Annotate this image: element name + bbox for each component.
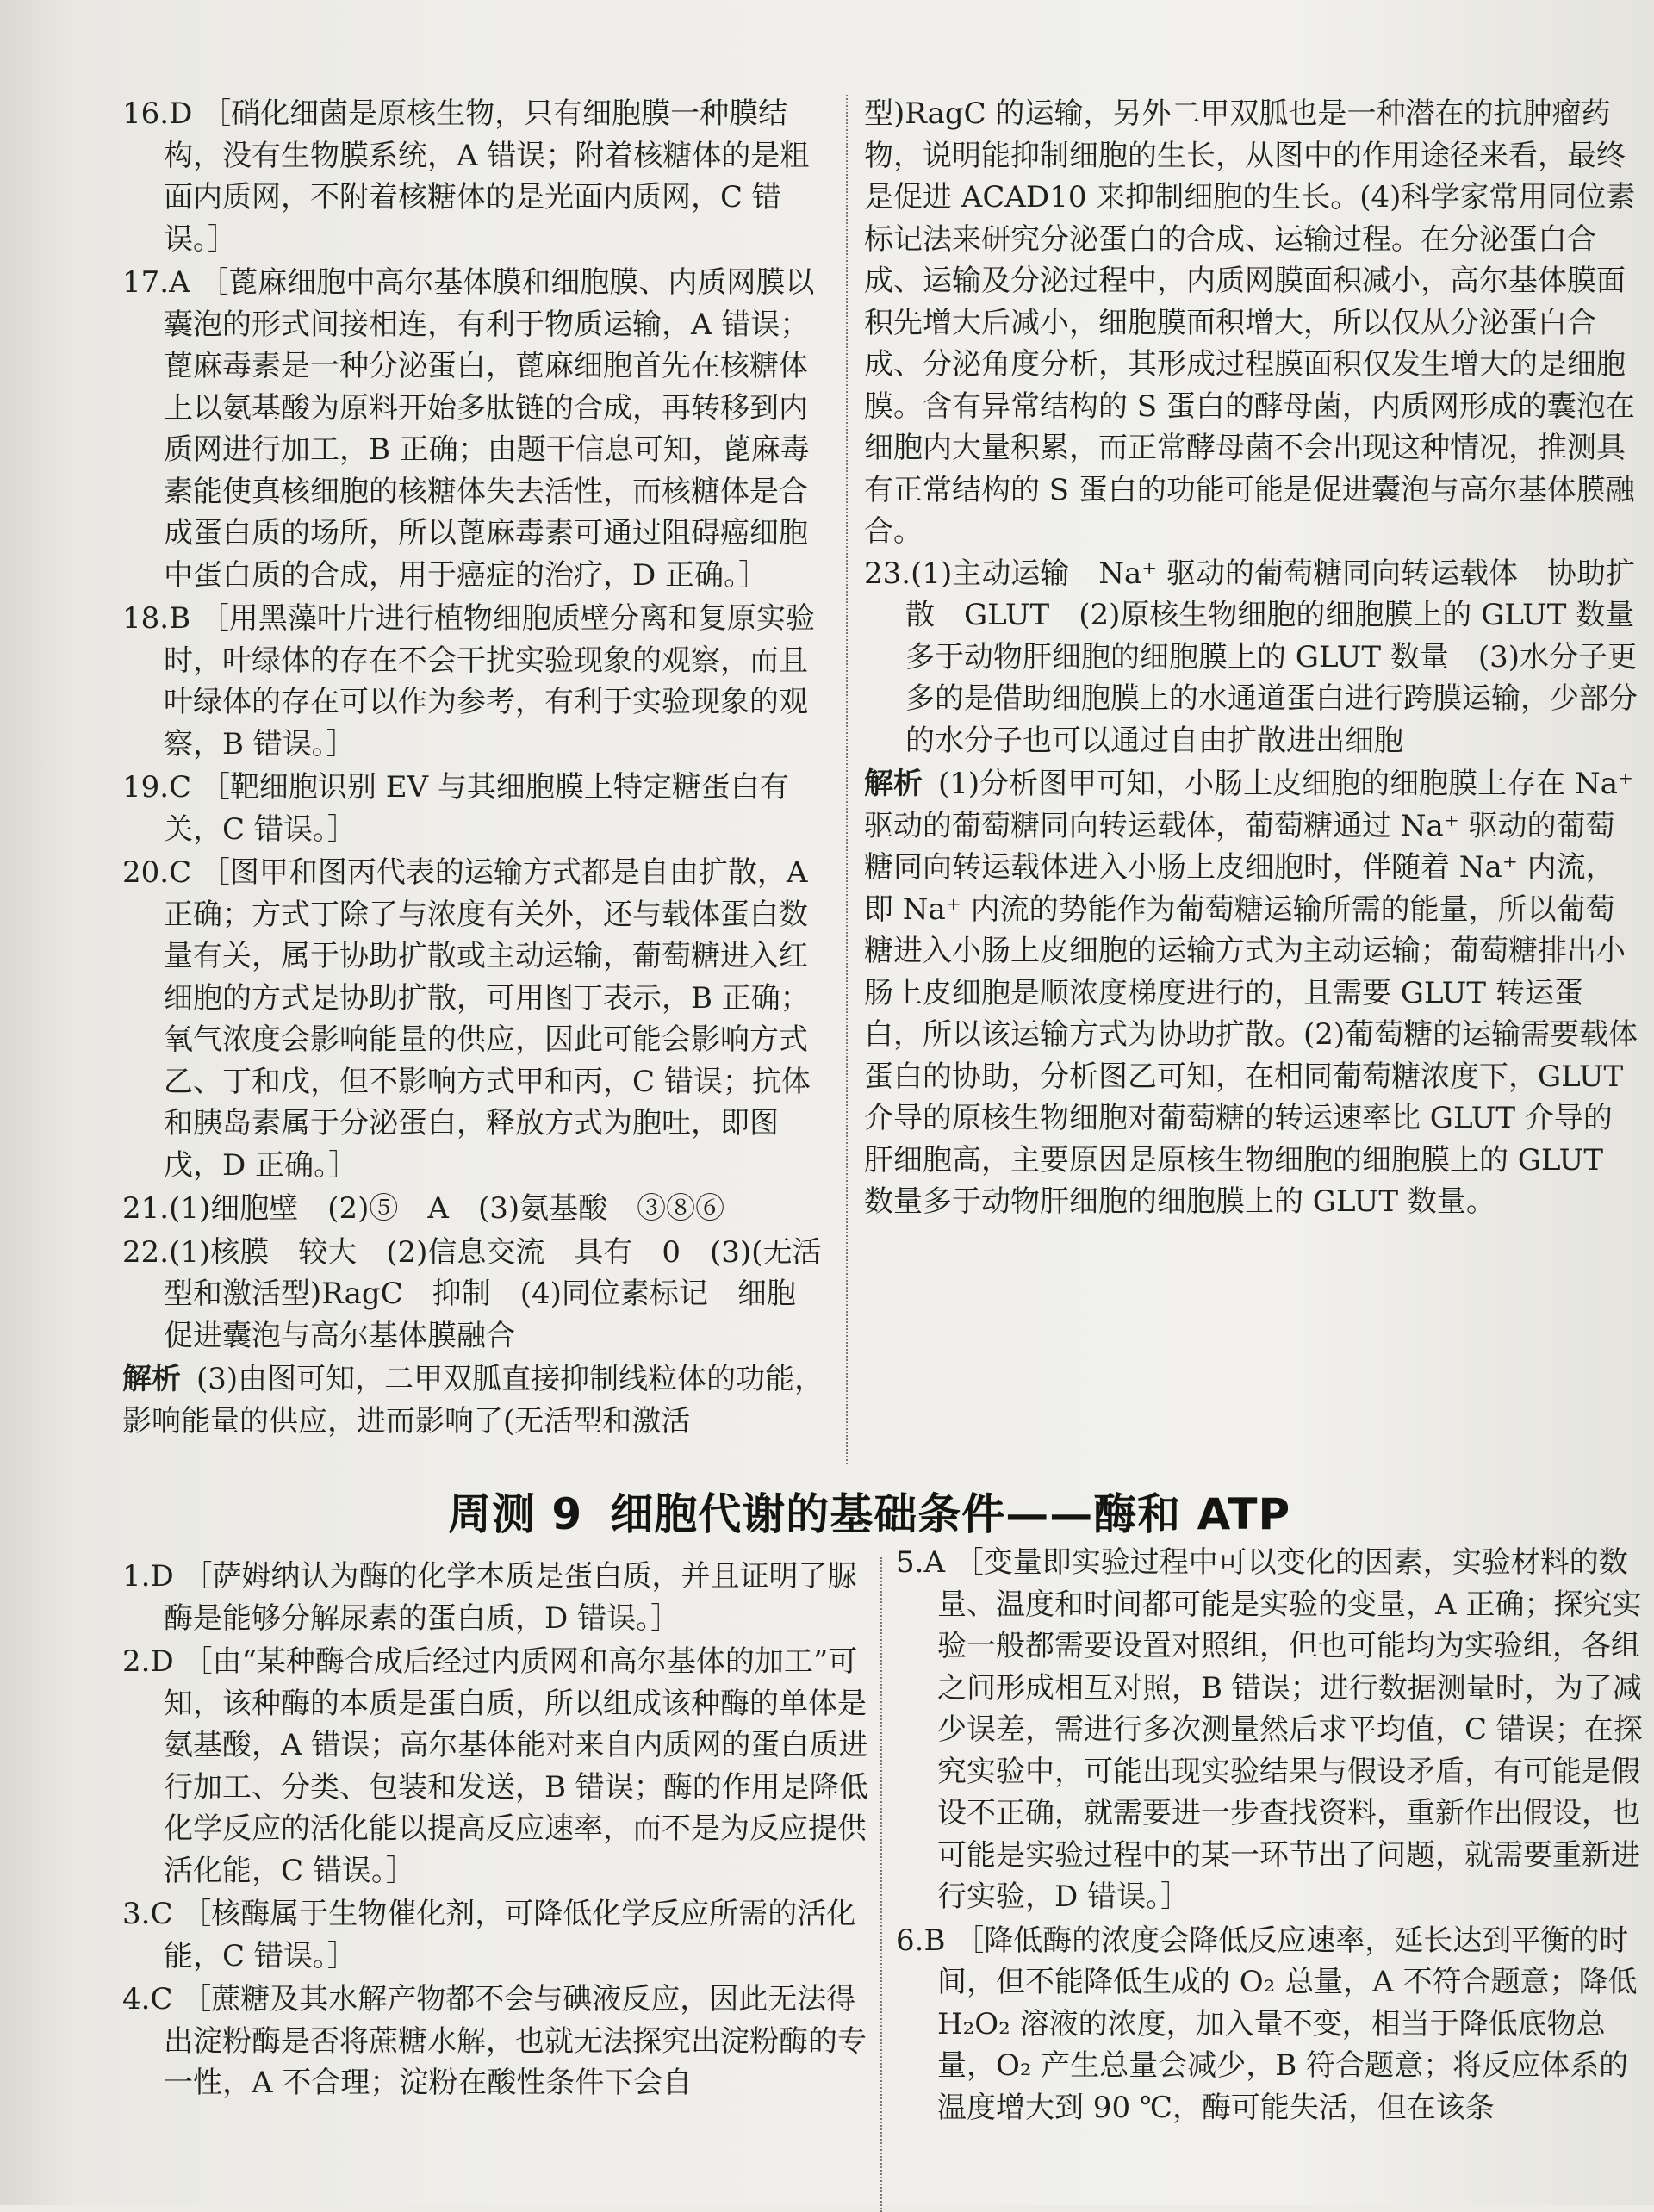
analysis-23 [864,763,1639,1223]
section-week: 周测 9 [448,1489,583,1539]
answer-item-22: 22.(1)核膜 较大 (2)信息交流 具有 0 (3)(无活型和激活型)RagC 抑制 (4)同位素标记 细胞 促进囊泡与高尔基体膜融合 [122,1234,825,1353]
answer-item-21: 21.(1)细胞壁 (2)⑤ A (3)氨基酸 ③⑧⑥ [122,1191,725,1226]
column-divider-top [846,95,848,1464]
analysis-22 [122,1358,829,1442]
answer-item-19: 19.C ［靶细胞识别 EV 与其细胞膜上特定糖蛋白有关，C 错误。］ [122,770,789,847]
section-heading [448,1480,1396,1542]
answer-item-6: 6.B ［降低酶的浓度会降低反应速率，延长达到平衡的时间，但不能降低生成的 O₂ 总量，A 不符合题意；降低 H₂O₂ 溶液的浓度，加入量不变，相当于降低底物总量，O₂ 产生总量会减少，B 符合题意；将反应体系的温度增大到 90 ℃，酶可能失活，但在该条 [896,1923,1638,2125]
answer-item-18: 18.B ［用黑藻叶片进行植物细胞质壁分离和复原实验时，叶绿体的存在不会干扰实验现象的观察，而且叶绿体的存在可以作为参考，有利于实验现象的观察，B 错误。］ [122,601,815,761]
answer-item-3: 3.C ［核酶属于生物催化剂，可降低化学反应所需的活化能，C 错误。］ [122,1897,856,1973]
answer-item-23: 23.(1)主动运输 Na⁺ 驱动的葡萄糖同向转运载体 协助扩散 GLUT (2)原核生物细胞的细胞膜上的 GLUT 数量多于动物肝细胞的细胞膜上的 GLUT 数量 (3)水分子更多的是借助细胞膜上的水通道蛋白进行跨膜运输，少部分的水分子也可以通过自由扩散进出细胞 [864,556,1638,758]
answer-item-20: 20.C ［图甲和图丙代表的运输方式都是自由扩散，A 正确；方式丁除了与浓度有关外，还与载体蛋白数量有关，属于协助扩散或主动运输，葡萄糖进入红细胞的方式是协助扩散，可用图丁表示，B 正确；氧气浓度会影响能量的供应，因此可能会影响方式乙、丁和戊，但不影响方式甲和丙，C 错误；抗体和胰岛素属于分泌蛋白，释放方式为胞吐，即图戊，D 正确。］ [122,855,811,1183]
answer-item-2: 2.D ［由“某种酶合成后经过内质网和高尔基体的加工”可知，该种酶的本质是蛋白质，所以组成该种酶的单体是氨基酸，A 错误；高尔基体能对来自内质网的蛋白质进行加工、分类、包装和发送，B 错误；酶的作用是降低化学反应的活化能以提高反应速率，而不是为反应提供活化能，C 错误。］ [122,1644,868,1888]
answer-item-1: 1.D ［萨姆纳认为酶的化学本质是蛋白质，并且证明了脲酶是能够分解尿素的蛋白质，D 错误。］ [122,1559,857,1636]
answer-column-bottom-right [896,1542,1654,2130]
analysis-label: 解析 [864,767,923,801]
analysis-text: (1)分析图甲可知，小肠上皮细胞的细胞膜上存在 Na⁺ 驱动的葡萄糖同向转运载体，葡萄糖通过 Na⁺ 驱动的葡萄糖同向转运载体进入小肠上皮细胞时，伴随着 Na⁺ 内流，即 Na⁺ 内流的势能作为葡萄糖运输所需的能量，所以葡萄糖进入小肠上皮细胞的运输方式为主动运输；葡萄糖排出小肠上皮细胞是顺浓度梯度进行的，且需要 GLUT 转运蛋白，所以该运输方式为协助扩散。(2)葡萄糖的运输需要载体蛋白的协助，分析图乙可知，在相同葡萄糖浓度下，GLUT 介导的原核生物细胞对葡萄糖的转运速率比 GLUT 介导的肝细胞高，主要原因是原核生物细胞的细胞膜上的 GLUT 数量多于动物肝细胞的细胞膜上的 GLUT 数量。 [864,767,1638,1219]
answer-column-bottom-left [122,1556,868,2106]
section-title: 细胞代谢的基础条件——酶和 ATP [610,1489,1291,1539]
column-divider-bottom [880,1557,882,2212]
analysis-text: (3)由图可知，二甲双胍直接抑制线粒体的功能，影响能量的供应，进而影响了(无活型和激活 [122,1362,824,1438]
answer-item-16: 16.D ［硝化细菌是原核生物，只有细胞膜一种膜结构，没有生物膜系统，A 错误；附着核糖体的是粗面内质网，不附着核糖体的是光面内质网，C 错误。］ [122,96,810,257]
answer-column-top-right [864,93,1639,1223]
analysis-label: 解析 [122,1362,181,1396]
answer-item-5: 5.A ［变量即实验过程中可以变化的因素，实验材料的数量、温度和时间都可能是实验的变量，A 正确；探究实验一般都需要设置对照组，但也可能均为实验组，各组之间形成相互对照，B 错误；进行数据测量时，为了减少误差，需进行多次测量然后求平均值，C 错误；在探究实验中，可能出现实验结果与假设矛盾，有可能是假设不正确，就需要进一步查找资料，重新作出假设，也可能是实验过程中的某一环节出了问题，就需要重新进行实验，D 错误。］ [896,1545,1643,1914]
analysis-22-continued: 型)RagC 的运输，另外二甲双胍也是一种潜在的抗肿瘤药物，说明能抑制细胞的生长，从图中的作用途径来看，最终是促进 ACAD10 来抑制细胞的生长。(4)科学家常用同位素标记法来研究分泌蛋白的合成、运输过程。在分泌蛋白合成、运输及分泌过程中，内质网膜面积减小，高尔基体膜面积先增大后减小，细胞膜面积增大，所以仅从分泌蛋白合成、分泌角度分析，其形成过程膜面积仅发生增大的是细胞膜。含有异常结构的 S 蛋白的酵母菌，内质网形成的囊泡在细胞内大量积累，而正常酵母菌不会出现这种情况，推测具有正常结构的 S 蛋白的功能可能是促进囊泡与高尔基体膜融合。 [864,96,1636,549]
answer-column-top-left [122,93,829,1442]
answer-item-4: 4.C ［蔗糖及其水解产物都不会与碘液反应，因此无法得出淀粉酶是否将蔗糖水解，也就无法探究出淀粉酶的专一性，A 不合理；淀粉在酸性条件下会自 [122,1982,867,2100]
answer-item-17: 17.A ［蓖麻细胞中高尔基体膜和细胞膜、内质网膜以囊泡的形式间接相连，有利于物质运输，A 错误；蓖麻毒素是一种分泌蛋白，蓖麻细胞首先在核糖体上以氨基酸为原料开始多肽链的合成，再转移到内质网进行加工，B 正确；由题干信息可知，蓖麻毒素能使真核细胞的核糖体失去活性，而核糖体是合成蛋白质的场所，所以蓖麻毒素可通过阻碍癌细胞中蛋白质的合成，用于癌症的治疗，D 正确。］ [122,265,815,593]
